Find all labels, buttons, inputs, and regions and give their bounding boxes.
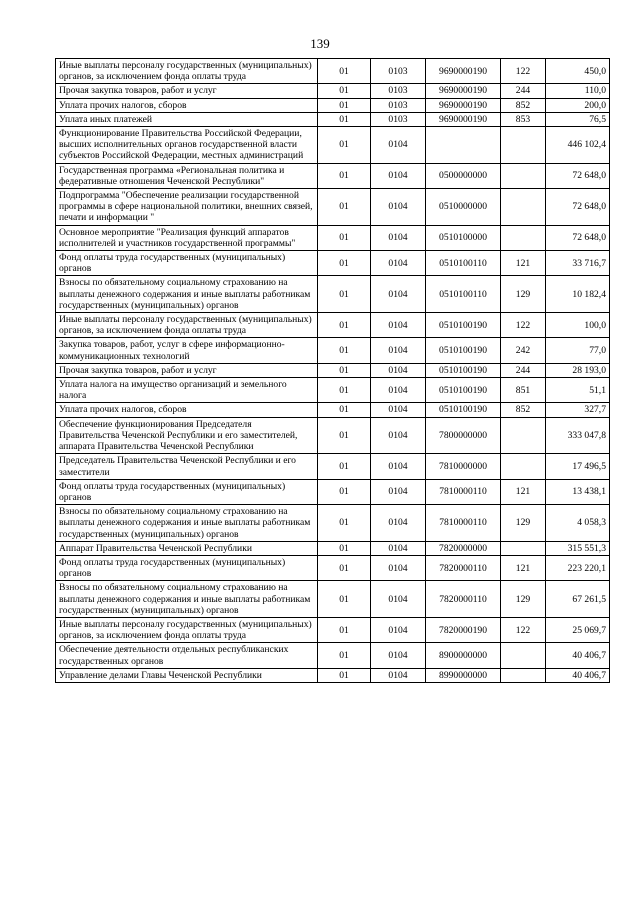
amount-cell: 72 648,0 bbox=[546, 189, 610, 226]
amount-cell: 100,0 bbox=[546, 313, 610, 338]
subsection-code-cell: 0104 bbox=[371, 505, 426, 542]
expense-type-cell: 242 bbox=[501, 338, 546, 363]
table-row bbox=[56, 403, 610, 417]
amount-cell: 223 220,1 bbox=[546, 555, 610, 580]
section-code-cell: 01 bbox=[318, 378, 371, 403]
subsection-code-cell: 0104 bbox=[371, 338, 426, 363]
amount-cell: 40 406,7 bbox=[546, 668, 610, 682]
target-article-cell: 0510100000 bbox=[426, 225, 501, 250]
table-row bbox=[56, 617, 610, 642]
item-name-cell: Фонд оплаты труда государственных (муниципальных) органов bbox=[56, 555, 318, 580]
amount-cell: 327,7 bbox=[546, 403, 610, 417]
target-article-cell: 7810000110 bbox=[426, 479, 501, 504]
item-name-cell: Управление делами Главы Чеченской Республики bbox=[56, 668, 318, 682]
section-code-cell: 01 bbox=[318, 479, 371, 504]
table-row bbox=[56, 163, 610, 188]
item-name-cell: Подпрограмма "Обеспечение реализации государственной программы в сфере национальной политики, внешних связей, печати и информации " bbox=[56, 189, 318, 226]
item-name-cell: Взносы по обязательному социальному страхованию на выплаты денежного содержания и иные выплаты работникам государственных (муниципальных) органов bbox=[56, 505, 318, 542]
expense-type-cell: 852 bbox=[501, 403, 546, 417]
table-row bbox=[56, 225, 610, 250]
section-code-cell: 01 bbox=[318, 98, 371, 112]
section-code-cell: 01 bbox=[318, 127, 371, 164]
section-code-cell: 01 bbox=[318, 189, 371, 226]
amount-cell: 450,0 bbox=[546, 59, 610, 84]
table-row bbox=[56, 479, 610, 504]
table-row bbox=[56, 581, 610, 618]
expense-type-cell bbox=[501, 668, 546, 682]
item-name-cell: Взносы по обязательному социальному страхованию на выплаты денежного содержания и иные выплаты работникам государственных (муниципальных) органов bbox=[56, 276, 318, 313]
subsection-code-cell: 0104 bbox=[371, 454, 426, 479]
expense-type-cell: 129 bbox=[501, 581, 546, 618]
section-code-cell: 01 bbox=[318, 276, 371, 313]
item-name-cell: Фонд оплаты труда государственных (муниципальных) органов bbox=[56, 251, 318, 276]
section-code-cell: 01 bbox=[318, 643, 371, 668]
target-article-cell: 9690000190 bbox=[426, 112, 501, 126]
target-article-cell: 9690000190 bbox=[426, 59, 501, 84]
amount-cell: 25 069,7 bbox=[546, 617, 610, 642]
table-row bbox=[56, 363, 610, 377]
item-name-cell: Закупка товаров, работ, услуг в сфере информационно-коммуникационных технологий bbox=[56, 338, 318, 363]
target-article-cell: 7810000110 bbox=[426, 505, 501, 542]
subsection-code-cell: 0104 bbox=[371, 417, 426, 454]
target-article-cell: 8900000000 bbox=[426, 643, 501, 668]
amount-cell: 13 438,1 bbox=[546, 479, 610, 504]
expense-type-cell bbox=[501, 127, 546, 164]
subsection-code-cell: 0104 bbox=[371, 617, 426, 642]
table-row bbox=[56, 454, 610, 479]
amount-cell: 4 058,3 bbox=[546, 505, 610, 542]
expense-type-cell: 122 bbox=[501, 313, 546, 338]
target-article-cell bbox=[426, 127, 501, 164]
subsection-code-cell: 0104 bbox=[371, 668, 426, 682]
section-code-cell: 01 bbox=[318, 505, 371, 542]
table-row bbox=[56, 84, 610, 98]
item-name-cell: Уплата прочих налогов, сборов bbox=[56, 98, 318, 112]
section-code-cell: 01 bbox=[318, 251, 371, 276]
amount-cell: 51,1 bbox=[546, 378, 610, 403]
subsection-code-cell: 0104 bbox=[371, 581, 426, 618]
item-name-cell: Прочая закупка товаров, работ и услуг bbox=[56, 363, 318, 377]
expense-type-cell bbox=[501, 163, 546, 188]
amount-cell: 72 648,0 bbox=[546, 225, 610, 250]
target-article-cell: 8990000000 bbox=[426, 668, 501, 682]
subsection-code-cell: 0103 bbox=[371, 112, 426, 126]
target-article-cell: 7800000000 bbox=[426, 417, 501, 454]
target-article-cell: 9690000190 bbox=[426, 84, 501, 98]
section-code-cell: 01 bbox=[318, 555, 371, 580]
item-name-cell: Уплата прочих налогов, сборов bbox=[56, 403, 318, 417]
table-row bbox=[56, 313, 610, 338]
item-name-cell: Уплата иных платежей bbox=[56, 112, 318, 126]
subsection-code-cell: 0104 bbox=[371, 479, 426, 504]
subsection-code-cell: 0104 bbox=[371, 403, 426, 417]
section-code-cell: 01 bbox=[318, 617, 371, 642]
subsection-code-cell: 0104 bbox=[371, 313, 426, 338]
section-code-cell: 01 bbox=[318, 84, 371, 98]
item-name-cell: Прочая закупка товаров, работ и услуг bbox=[56, 84, 318, 98]
target-article-cell: 0500000000 bbox=[426, 163, 501, 188]
target-article-cell: 0510000000 bbox=[426, 189, 501, 226]
expense-type-cell: 121 bbox=[501, 251, 546, 276]
table-row bbox=[56, 668, 610, 682]
amount-cell: 28 193,0 bbox=[546, 363, 610, 377]
section-code-cell: 01 bbox=[318, 163, 371, 188]
amount-cell: 110,0 bbox=[546, 84, 610, 98]
section-code-cell: 01 bbox=[318, 338, 371, 363]
table-row bbox=[56, 189, 610, 226]
target-article-cell: 0510100190 bbox=[426, 378, 501, 403]
section-code-cell: 01 bbox=[318, 403, 371, 417]
section-code-cell: 01 bbox=[318, 112, 371, 126]
item-name-cell: Обеспечение деятельности отдельных республиканских государственных органов bbox=[56, 643, 318, 668]
subsection-code-cell: 0104 bbox=[371, 163, 426, 188]
expense-type-cell: 244 bbox=[501, 363, 546, 377]
amount-cell: 333 047,8 bbox=[546, 417, 610, 454]
expense-type-cell bbox=[501, 189, 546, 226]
subsection-code-cell: 0104 bbox=[371, 378, 426, 403]
expense-type-cell: 853 bbox=[501, 112, 546, 126]
item-name-cell: Функционирование Правительства Российской Федерации, высших исполнительных органов государственной власти субъектов Российской Федерации, местных администраций bbox=[56, 127, 318, 164]
target-article-cell: 0510100110 bbox=[426, 276, 501, 313]
table-row bbox=[56, 112, 610, 126]
target-article-cell: 0510100110 bbox=[426, 251, 501, 276]
expense-type-cell bbox=[501, 454, 546, 479]
expense-type-cell: 244 bbox=[501, 84, 546, 98]
subsection-code-cell: 0103 bbox=[371, 98, 426, 112]
amount-cell: 10 182,4 bbox=[546, 276, 610, 313]
target-article-cell: 0510100190 bbox=[426, 313, 501, 338]
table-row bbox=[56, 541, 610, 555]
table-row bbox=[56, 378, 610, 403]
target-article-cell: 0510100190 bbox=[426, 363, 501, 377]
section-code-cell: 01 bbox=[318, 454, 371, 479]
subsection-code-cell: 0104 bbox=[371, 363, 426, 377]
item-name-cell: Уплата налога на имущество организаций и земельного налога bbox=[56, 378, 318, 403]
table-row bbox=[56, 251, 610, 276]
budget-table-body bbox=[56, 59, 610, 683]
item-name-cell: Взносы по обязательному социальному страхованию на выплаты денежного содержания и иные выплаты работникам государственных (муниципальных) органов bbox=[56, 581, 318, 618]
section-code-cell: 01 bbox=[318, 225, 371, 250]
page-number: 139 bbox=[310, 36, 330, 51]
expense-type-cell bbox=[501, 225, 546, 250]
amount-cell: 72 648,0 bbox=[546, 163, 610, 188]
item-name-cell: Основное мероприятие "Реализация функций аппаратов исполнителей и участников государственной программы" bbox=[56, 225, 318, 250]
item-name-cell: Председатель Правительства Чеченской Республики и его заместители bbox=[56, 454, 318, 479]
section-code-cell: 01 bbox=[318, 363, 371, 377]
subsection-code-cell: 0103 bbox=[371, 59, 426, 84]
table-row bbox=[56, 338, 610, 363]
target-article-cell: 9690000190 bbox=[426, 98, 501, 112]
item-name-cell: Фонд оплаты труда государственных (муниципальных) органов bbox=[56, 479, 318, 504]
budget-table bbox=[55, 58, 610, 683]
amount-cell: 67 261,5 bbox=[546, 581, 610, 618]
target-article-cell: 7820000110 bbox=[426, 555, 501, 580]
target-article-cell: 0510100190 bbox=[426, 403, 501, 417]
table-row bbox=[56, 555, 610, 580]
expense-type-cell bbox=[501, 417, 546, 454]
target-article-cell: 7810000000 bbox=[426, 454, 501, 479]
table-row bbox=[56, 276, 610, 313]
expense-type-cell: 852 bbox=[501, 98, 546, 112]
subsection-code-cell: 0104 bbox=[371, 127, 426, 164]
item-name-cell: Иные выплаты персоналу государственных (муниципальных) органов, за исключением фонда оплаты труда bbox=[56, 617, 318, 642]
subsection-code-cell: 0104 bbox=[371, 189, 426, 226]
target-article-cell: 7820000190 bbox=[426, 617, 501, 642]
amount-cell: 17 496,5 bbox=[546, 454, 610, 479]
section-code-cell: 01 bbox=[318, 581, 371, 618]
expense-type-cell: 121 bbox=[501, 479, 546, 504]
subsection-code-cell: 0104 bbox=[371, 251, 426, 276]
subsection-code-cell: 0104 bbox=[371, 225, 426, 250]
section-code-cell: 01 bbox=[318, 541, 371, 555]
section-code-cell: 01 bbox=[318, 313, 371, 338]
subsection-code-cell: 0104 bbox=[371, 541, 426, 555]
expense-type-cell: 129 bbox=[501, 505, 546, 542]
section-code-cell: 01 bbox=[318, 668, 371, 682]
expense-type-cell: 851 bbox=[501, 378, 546, 403]
expense-type-cell: 122 bbox=[501, 617, 546, 642]
item-name-cell: Государственная программа «Региональная политика и федеративные отношения Чеченской Республики" bbox=[56, 163, 318, 188]
amount-cell: 315 551,3 bbox=[546, 541, 610, 555]
expense-type-cell bbox=[501, 643, 546, 668]
amount-cell: 40 406,7 bbox=[546, 643, 610, 668]
amount-cell: 200,0 bbox=[546, 98, 610, 112]
amount-cell: 446 102,4 bbox=[546, 127, 610, 164]
subsection-code-cell: 0104 bbox=[371, 555, 426, 580]
table-row bbox=[56, 98, 610, 112]
target-article-cell: 7820000000 bbox=[426, 541, 501, 555]
item-name-cell: Аппарат Правительства Чеченской Республики bbox=[56, 541, 318, 555]
target-article-cell: 0510100190 bbox=[426, 338, 501, 363]
table-row bbox=[56, 127, 610, 164]
expense-type-cell: 122 bbox=[501, 59, 546, 84]
table-row bbox=[56, 417, 610, 454]
subsection-code-cell: 0104 bbox=[371, 643, 426, 668]
expense-type-cell bbox=[501, 541, 546, 555]
section-code-cell: 01 bbox=[318, 417, 371, 454]
item-name-cell: Иные выплаты персоналу государственных (муниципальных) органов, за исключением фонда оплаты труда bbox=[56, 313, 318, 338]
section-code-cell: 01 bbox=[318, 59, 371, 84]
table-row bbox=[56, 643, 610, 668]
item-name-cell: Иные выплаты персоналу государственных (муниципальных) органов, за исключением фонда оплаты труда bbox=[56, 59, 318, 84]
amount-cell: 33 716,7 bbox=[546, 251, 610, 276]
subsection-code-cell: 0104 bbox=[371, 276, 426, 313]
table-row bbox=[56, 59, 610, 84]
amount-cell: 77,0 bbox=[546, 338, 610, 363]
expense-type-cell: 121 bbox=[501, 555, 546, 580]
table-row bbox=[56, 505, 610, 542]
target-article-cell: 7820000110 bbox=[426, 581, 501, 618]
subsection-code-cell: 0103 bbox=[371, 84, 426, 98]
expense-type-cell: 129 bbox=[501, 276, 546, 313]
item-name-cell: Обеспечение функционирования Председателя Правительства Чеченской Республики и его заместителей, аппарата Правительства Чеченской Республики bbox=[56, 417, 318, 454]
amount-cell: 76,5 bbox=[546, 112, 610, 126]
